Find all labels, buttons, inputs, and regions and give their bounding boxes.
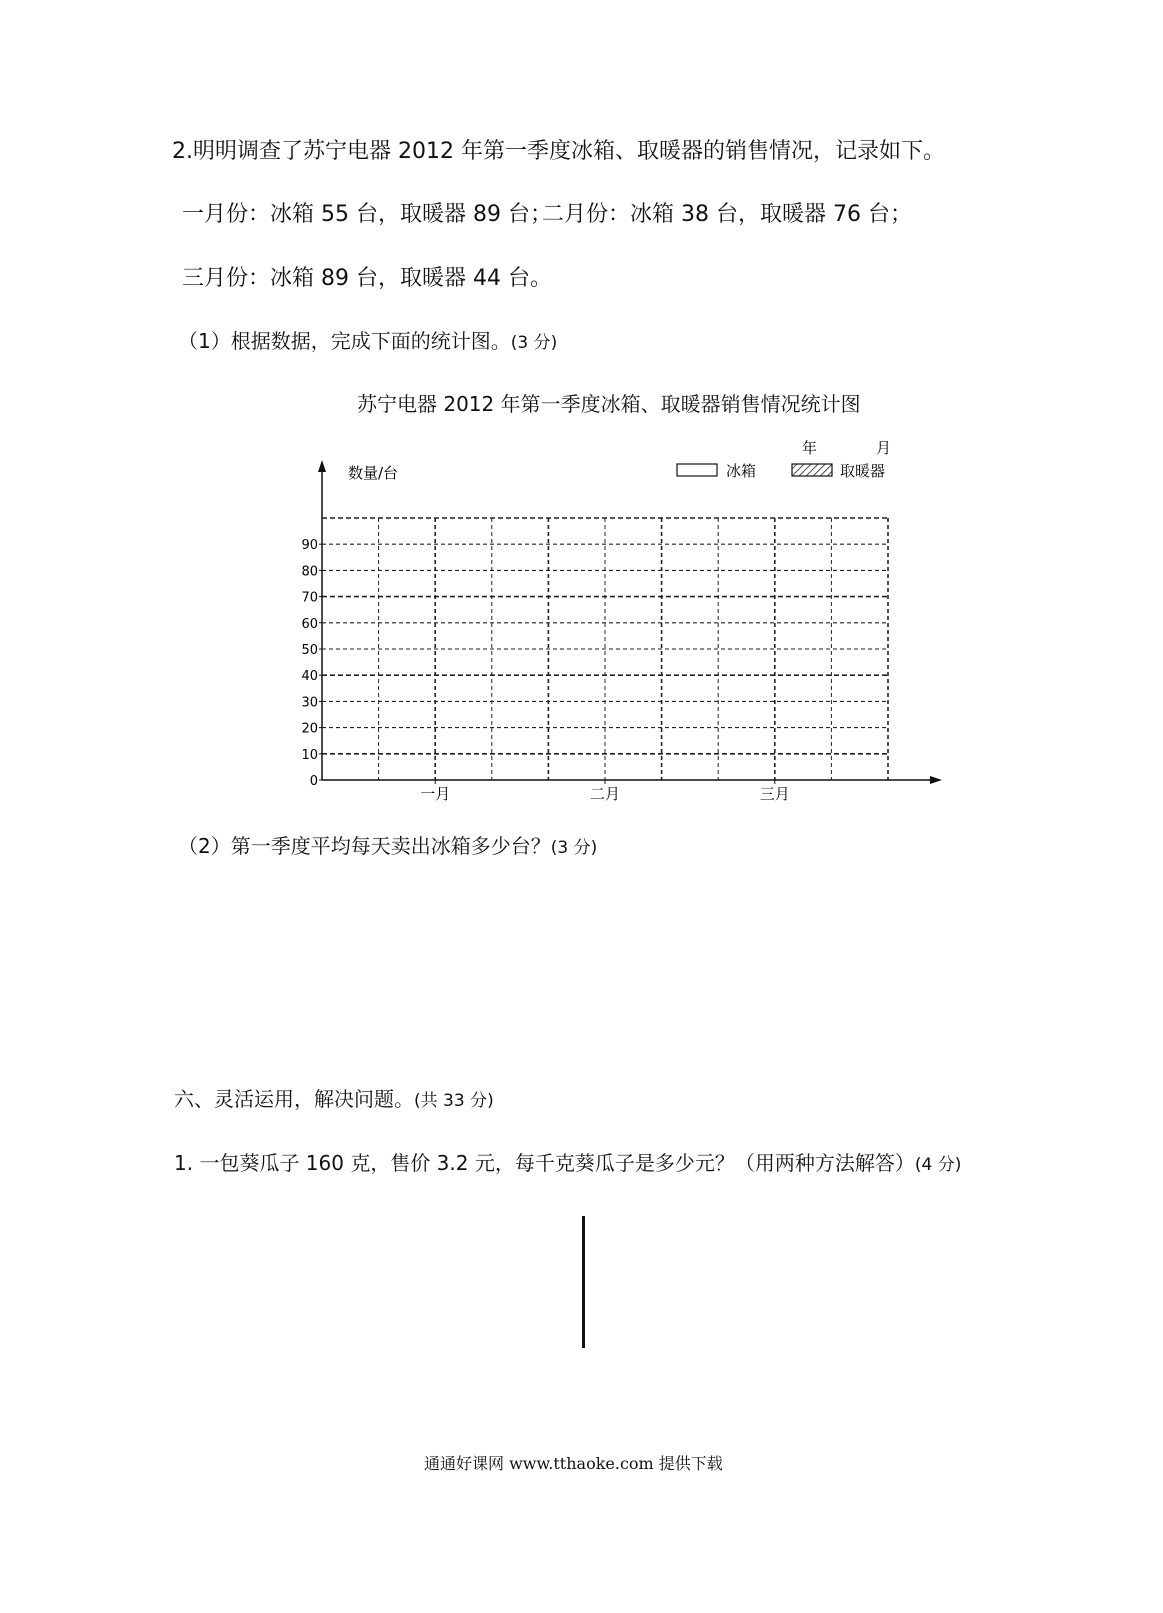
- x-axis-arrow-icon: [930, 776, 942, 784]
- march-data: 三月份：冰箱 89 台，取暖器 44 台。: [182, 266, 552, 291]
- y-tick-label: 60: [301, 616, 318, 632]
- chart-legend: [677, 462, 885, 480]
- section-6-question-1: 1. 一包葵瓜子 160 克，售价 3.2 元，每千克葵瓜子是多少元？（用两种方法解答）: [174, 1151, 915, 1175]
- y-tick-label: 20: [301, 721, 318, 737]
- february-data: 二月份：冰箱 38 台，取暖器 76 台；: [542, 202, 912, 227]
- y-tick-label: 90: [301, 538, 318, 554]
- january-data: 一月份：冰箱 55 台，取暖器 89 台；: [182, 202, 552, 227]
- x-tick-label: 二月: [589, 785, 621, 803]
- y-axis-arrow-icon: [318, 460, 326, 472]
- y-tick-label: 40: [301, 669, 318, 685]
- section-6-heading: 六、灵活运用，解决问题。: [174, 1087, 414, 1111]
- y-tick-label: 50: [301, 643, 318, 658]
- section-6-question-1-score: (4 分): [914, 1155, 962, 1175]
- legend-swatch-heater: [792, 464, 832, 476]
- chart-grid: [322, 518, 888, 780]
- y-tick-label: 0: [309, 774, 318, 789]
- x-tick-label: 一月: [420, 785, 451, 803]
- y-axis-label: 数量/台: [348, 464, 399, 482]
- section-6-score: (共 33 分): [414, 1091, 494, 1111]
- date-month-label: 月: [876, 440, 892, 457]
- y-tick-label: 70: [301, 590, 318, 606]
- question-1: （1）根据数据，完成下面的统计图。: [178, 329, 511, 353]
- problem2-intro: 2.明明调查了苏宁电器 2012 年第一季度冰箱、取暖器的销售情况，记录如下。: [172, 139, 945, 164]
- question-1-score: (3 分): [510, 333, 558, 353]
- footer-credit: 通通好课网 www.tthaoke.com 提供下载: [424, 1454, 723, 1473]
- y-tick-label: 30: [301, 695, 318, 711]
- y-tick-label: 80: [301, 564, 318, 580]
- question-2: （2）第一季度平均每天卖出冰箱多少台？: [178, 834, 551, 858]
- legend-label-heater: 取暖器: [840, 462, 886, 480]
- x-tick-labels: [420, 780, 790, 803]
- chart-title: 苏宁电器 2012 年第一季度冰箱、取暖器销售情况统计图: [357, 392, 861, 416]
- answer-divider: [582, 1216, 585, 1348]
- x-tick-label: 三月: [759, 785, 790, 803]
- chart-axes: [318, 460, 942, 784]
- date-year-label: 年: [802, 440, 818, 457]
- question-2-score: (3 分): [550, 838, 598, 858]
- y-tick-label: 10: [301, 747, 318, 763]
- y-tick-labels: [301, 538, 322, 789]
- legend-swatch-fridge: [677, 464, 717, 476]
- legend-label-fridge: 冰箱: [726, 462, 757, 480]
- bar-chart: [290, 440, 970, 810]
